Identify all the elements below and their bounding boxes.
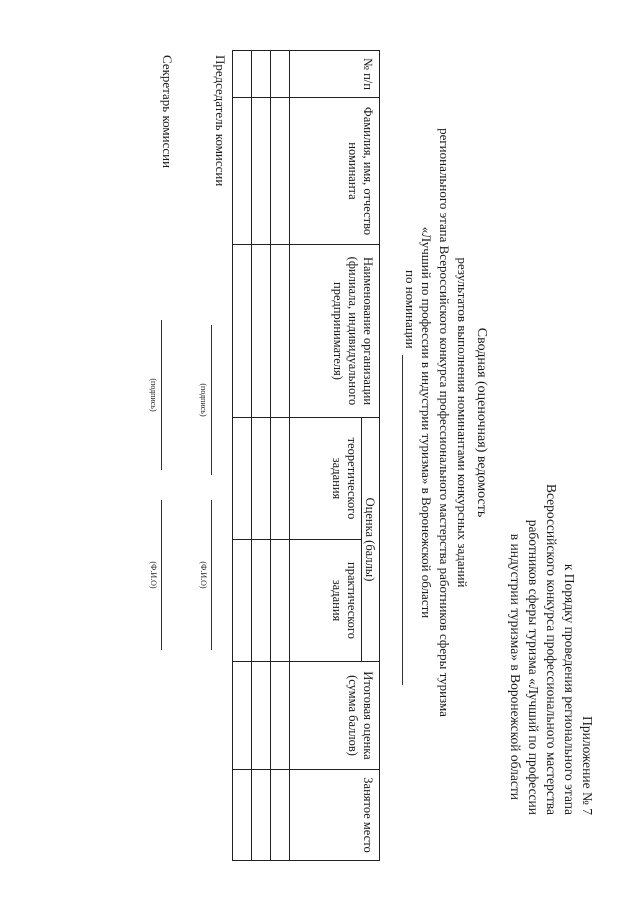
cell[interactable] bbox=[233, 245, 252, 418]
cell[interactable] bbox=[252, 770, 271, 861]
secretary-fio-field[interactable] bbox=[161, 500, 162, 650]
chairman-fio-field[interactable] bbox=[211, 500, 212, 650]
cell[interactable] bbox=[271, 51, 290, 98]
header-practice-task: практического задания bbox=[290, 540, 362, 662]
secretary-signature-field[interactable] bbox=[161, 320, 162, 470]
chairman-signature-caption: (подпись) bbox=[199, 383, 208, 417]
header-organization: Наименование организации (филиала, индивидуального предпринимателя) bbox=[290, 245, 380, 418]
cell[interactable] bbox=[252, 540, 271, 662]
secretary-signature-caption: (подпись) bbox=[149, 378, 158, 412]
chairman-label: Председатель комиссии bbox=[213, 55, 228, 187]
header-nominee-name: Фамилия, имя, отчество номинанта bbox=[290, 98, 380, 245]
title-line-4: «Лучший по профессии в индустрии туризма» в Воронежской области bbox=[419, 226, 434, 619]
cell[interactable] bbox=[233, 51, 252, 98]
cell[interactable] bbox=[252, 418, 271, 540]
secretary-fio-caption: (Ф.И.О) bbox=[149, 561, 158, 589]
title-line-2: результатов выполнения номинантами конкурсных заданий bbox=[455, 257, 470, 588]
cell[interactable] bbox=[271, 662, 290, 770]
secretary-label: Секретарь комиссии bbox=[160, 55, 175, 169]
appendix-line-3: Всероссийского конкурса профессионального мастерства bbox=[544, 483, 559, 815]
nomination-label: по номинации bbox=[403, 270, 418, 349]
cell[interactable] bbox=[233, 418, 252, 540]
cell[interactable] bbox=[252, 98, 271, 245]
cell[interactable] bbox=[233, 770, 252, 861]
chairman-signature-field[interactable] bbox=[211, 325, 212, 475]
header-theory-task: теоретического задания bbox=[290, 418, 362, 540]
cell[interactable] bbox=[271, 770, 290, 861]
appendix-line-5: в индустрии туризма» в Воронежской области bbox=[508, 533, 523, 800]
evaluation-table bbox=[232, 50, 380, 861]
appendix-line-1: Приложение № 7 bbox=[580, 716, 595, 815]
title-line-3: регионального этапа Всероссийского конкурса профессионального мастерства работников сферы туризма bbox=[437, 128, 452, 717]
cell[interactable] bbox=[252, 662, 271, 770]
table-row bbox=[271, 51, 290, 861]
cell[interactable] bbox=[271, 418, 290, 540]
chairman-fio-caption: (Ф.И.О) bbox=[199, 561, 208, 589]
table-row bbox=[252, 51, 271, 861]
appendix-line-4: работников сферы туризма «Лучший по профессии bbox=[526, 519, 541, 815]
cell[interactable] bbox=[252, 245, 271, 418]
header-total-score: Итоговая оценка (сумма баллов) bbox=[290, 662, 380, 770]
cell[interactable] bbox=[271, 540, 290, 662]
cell[interactable] bbox=[233, 98, 252, 245]
header-score-group: Оценка (баллы) bbox=[362, 418, 380, 662]
cell[interactable] bbox=[271, 245, 290, 418]
cell[interactable] bbox=[271, 98, 290, 245]
nomination-field[interactable] bbox=[402, 355, 403, 685]
table-row bbox=[233, 51, 252, 861]
document-title: Сводная (оценочная) ведомость bbox=[474, 327, 489, 518]
header-place: Занятое место bbox=[290, 770, 380, 861]
cell[interactable] bbox=[252, 51, 271, 98]
appendix-header bbox=[501, 0, 596, 905]
appendix-line-2: к Порядку проведения регионального этапа bbox=[562, 563, 577, 815]
cell[interactable] bbox=[233, 540, 252, 662]
header-number: № п/п bbox=[290, 51, 380, 98]
cell[interactable] bbox=[233, 662, 252, 770]
